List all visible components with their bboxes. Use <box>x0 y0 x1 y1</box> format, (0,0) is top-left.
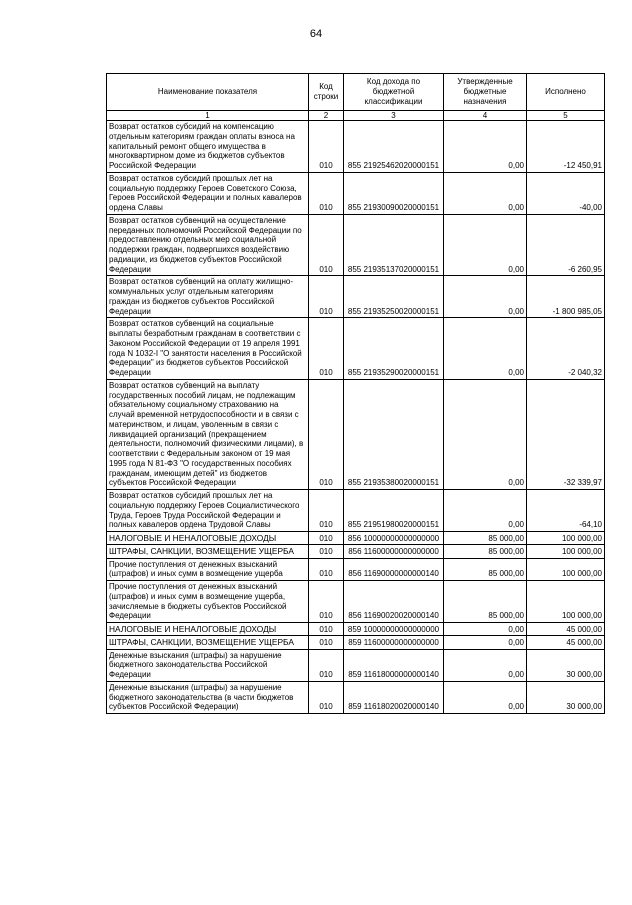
header-indicator-name: Наименование показателя <box>107 74 309 111</box>
income-code-cell: 855 21935290020000151 <box>344 318 444 380</box>
approved-amount-cell: 85 000,00 <box>444 532 527 545</box>
executed-amount-cell: -1 800 985,05 <box>527 276 605 318</box>
line-code-cell: 010 <box>309 532 344 545</box>
line-code-cell: 010 <box>309 276 344 318</box>
executed-amount-cell: 100 000,00 <box>527 581 605 623</box>
approved-amount-cell: 0,00 <box>444 623 527 636</box>
approved-amount-cell: 85 000,00 <box>444 581 527 623</box>
header-line-code: Код строки <box>309 74 344 111</box>
table-row <box>107 379 605 489</box>
indicator-name-cell: Возврат остатков субсидий на компенсацию отдельным категориям граждан оплаты взноса на капитальный ремонт общего имущества в многоквартирном доме из бюджетов субъектов Российской Федерации <box>107 121 309 173</box>
indicator-name-cell: Возврат остатков субсидий прошлых лет на социальную поддержку Героев Советского Союза, Героев Российской Федерации и полных кавалеров ордена Славы <box>107 172 309 214</box>
column-number: 1 <box>107 111 309 121</box>
table-row <box>107 581 605 623</box>
income-code-cell: 855 21935380020000151 <box>344 379 444 489</box>
column-number-row <box>107 111 605 121</box>
table-row <box>107 558 605 581</box>
column-number: 4 <box>444 111 527 121</box>
table-row <box>107 172 605 214</box>
indicator-name-cell: НАЛОГОВЫЕ И НЕНАЛОГОВЫЕ ДОХОДЫ <box>107 623 309 636</box>
header-approved-budget: Утвержденные бюджетные назначения <box>444 74 527 111</box>
line-code-cell: 010 <box>309 636 344 649</box>
table-row <box>107 214 605 276</box>
approved-amount-cell: 0,00 <box>444 172 527 214</box>
table-body <box>107 121 605 714</box>
indicator-name-cell: Денежные взыскания (штрафы) за нарушение бюджетного законодательства (в части бюджетов субъектов Российской Федерации) <box>107 681 309 713</box>
table-row <box>107 623 605 636</box>
revenue-table <box>106 73 605 714</box>
income-code-cell: 855 21935250020000151 <box>344 276 444 318</box>
executed-amount-cell: 45 000,00 <box>527 623 605 636</box>
line-code-cell: 010 <box>309 558 344 581</box>
executed-amount-cell: 100 000,00 <box>527 558 605 581</box>
line-code-cell: 010 <box>309 581 344 623</box>
table-row <box>107 121 605 173</box>
line-code-cell: 010 <box>309 681 344 713</box>
table-row <box>107 318 605 380</box>
executed-amount-cell: -6 260,95 <box>527 214 605 276</box>
column-number: 3 <box>344 111 444 121</box>
table-row <box>107 276 605 318</box>
executed-amount-cell: 30 000,00 <box>527 681 605 713</box>
approved-amount-cell: 85 000,00 <box>444 545 527 558</box>
indicator-name-cell: НАЛОГОВЫЕ И НЕНАЛОГОВЫЕ ДОХОДЫ <box>107 532 309 545</box>
income-code-cell: 856 10000000000000000 <box>344 532 444 545</box>
indicator-name-cell: Возврат остатков субсидий прошлых лет на социальную поддержку Героев Социалистического Труда, Героев Труда Российской Федерации и полных кавалеров ордена Трудовой Славы <box>107 490 309 532</box>
page-number: 64 <box>309 28 323 40</box>
line-code-cell: 010 <box>309 121 344 173</box>
line-code-cell: 010 <box>309 379 344 489</box>
approved-amount-cell: 0,00 <box>444 681 527 713</box>
table-row <box>107 532 605 545</box>
header-row <box>107 74 605 111</box>
line-code-cell: 010 <box>309 490 344 532</box>
approved-amount-cell: 0,00 <box>444 214 527 276</box>
approved-amount-cell: 85 000,00 <box>444 558 527 581</box>
income-code-cell: 855 21925462020000151 <box>344 121 444 173</box>
line-code-cell: 010 <box>309 623 344 636</box>
approved-amount-cell: 0,00 <box>444 121 527 173</box>
income-code-cell: 859 11618020020000140 <box>344 681 444 713</box>
line-code-cell: 010 <box>309 649 344 681</box>
table-row <box>107 545 605 558</box>
column-number: 5 <box>527 111 605 121</box>
line-code-cell: 010 <box>309 172 344 214</box>
executed-amount-cell: -64,10 <box>527 490 605 532</box>
approved-amount-cell: 0,00 <box>444 318 527 380</box>
header-income-code: Код дохода по бюджетной классификации <box>344 74 444 111</box>
income-code-cell: 856 11690020020000140 <box>344 581 444 623</box>
table-row <box>107 649 605 681</box>
table-row <box>107 636 605 649</box>
executed-amount-cell: -12 450,91 <box>527 121 605 173</box>
executed-amount-cell: -40,00 <box>527 172 605 214</box>
indicator-name-cell: Возврат остатков субвенций на социальные выплаты безработным гражданам в соответствии с Законом Российской Федерации от 19 апреля 1991 года N 1032-I "О занятости населения в Российской Федерации" из бюджетов субъектов Российской Федерации <box>107 318 309 380</box>
income-code-cell: 855 21930090020000151 <box>344 172 444 214</box>
executed-amount-cell: 100 000,00 <box>527 545 605 558</box>
line-code-cell: 010 <box>309 545 344 558</box>
income-code-cell: 859 10000000000000000 <box>344 623 444 636</box>
executed-amount-cell: -2 040,32 <box>527 318 605 380</box>
indicator-name-cell: ШТРАФЫ, САНКЦИИ, ВОЗМЕЩЕНИЕ УЩЕРБА <box>107 545 309 558</box>
approved-amount-cell: 0,00 <box>444 649 527 681</box>
income-code-cell: 859 11618000000000140 <box>344 649 444 681</box>
income-code-cell: 856 11690000000000140 <box>344 558 444 581</box>
line-code-cell: 010 <box>309 214 344 276</box>
income-code-cell: 855 21935137020000151 <box>344 214 444 276</box>
indicator-name-cell: Денежные взыскания (штрафы) за нарушение бюджетного законодательства Российской Федерации <box>107 649 309 681</box>
indicator-name-cell: Возврат остатков субвенций на осуществление переданных полномочий Российской Федерации по предоставлению отдельных мер социальной поддержки граждан, подвергшихся воздействию радиации, из бюджетов субъектов Российской Федерации <box>107 214 309 276</box>
approved-amount-cell: 0,00 <box>444 490 527 532</box>
income-code-cell: 856 11600000000000000 <box>344 545 444 558</box>
table-row <box>107 681 605 713</box>
indicator-name-cell: Возврат остатков субвенций на оплату жилищно-коммунальных услуг отдельным категориям граждан из бюджетов субъектов Российской Федерации <box>107 276 309 318</box>
indicator-name-cell: Прочие поступления от денежных взысканий (штрафов) и иных сумм в возмещение ущерба, зачисляемые в бюджеты субъектов Российской Федерации <box>107 581 309 623</box>
line-code-cell: 010 <box>309 318 344 380</box>
approved-amount-cell: 0,00 <box>444 379 527 489</box>
income-code-cell: 855 21951980020000151 <box>344 490 444 532</box>
income-code-cell: 859 11600000000000000 <box>344 636 444 649</box>
indicator-name-cell: Возврат остатков субвенций на выплату государственных пособий лицам, не подлежащим обязательному социальному страхованию на случай временной нетрудоспособности и в связи с материнством, и лицам, уволенным в связи с ликвидацией организаций (прекращением деятельности, полномочий физическими лицами), в соответствии с Федеральным законом от 19 мая 1995 года N 81-ФЗ "О государственных пособиях гражданам, имеющим детей" из бюджетов субъектов Российской Федерации <box>107 379 309 489</box>
header-executed: Исполнено <box>527 74 605 111</box>
table-row <box>107 490 605 532</box>
executed-amount-cell: 100 000,00 <box>527 532 605 545</box>
indicator-name-cell: Прочие поступления от денежных взысканий (штрафов) и иных сумм в возмещение ущерба <box>107 558 309 581</box>
approved-amount-cell: 0,00 <box>444 276 527 318</box>
executed-amount-cell: 30 000,00 <box>527 649 605 681</box>
indicator-name-cell: ШТРАФЫ, САНКЦИИ, ВОЗМЕЩЕНИЕ УЩЕРБА <box>107 636 309 649</box>
approved-amount-cell: 0,00 <box>444 636 527 649</box>
executed-amount-cell: -32 339,97 <box>527 379 605 489</box>
executed-amount-cell: 45 000,00 <box>527 636 605 649</box>
column-number: 2 <box>309 111 344 121</box>
